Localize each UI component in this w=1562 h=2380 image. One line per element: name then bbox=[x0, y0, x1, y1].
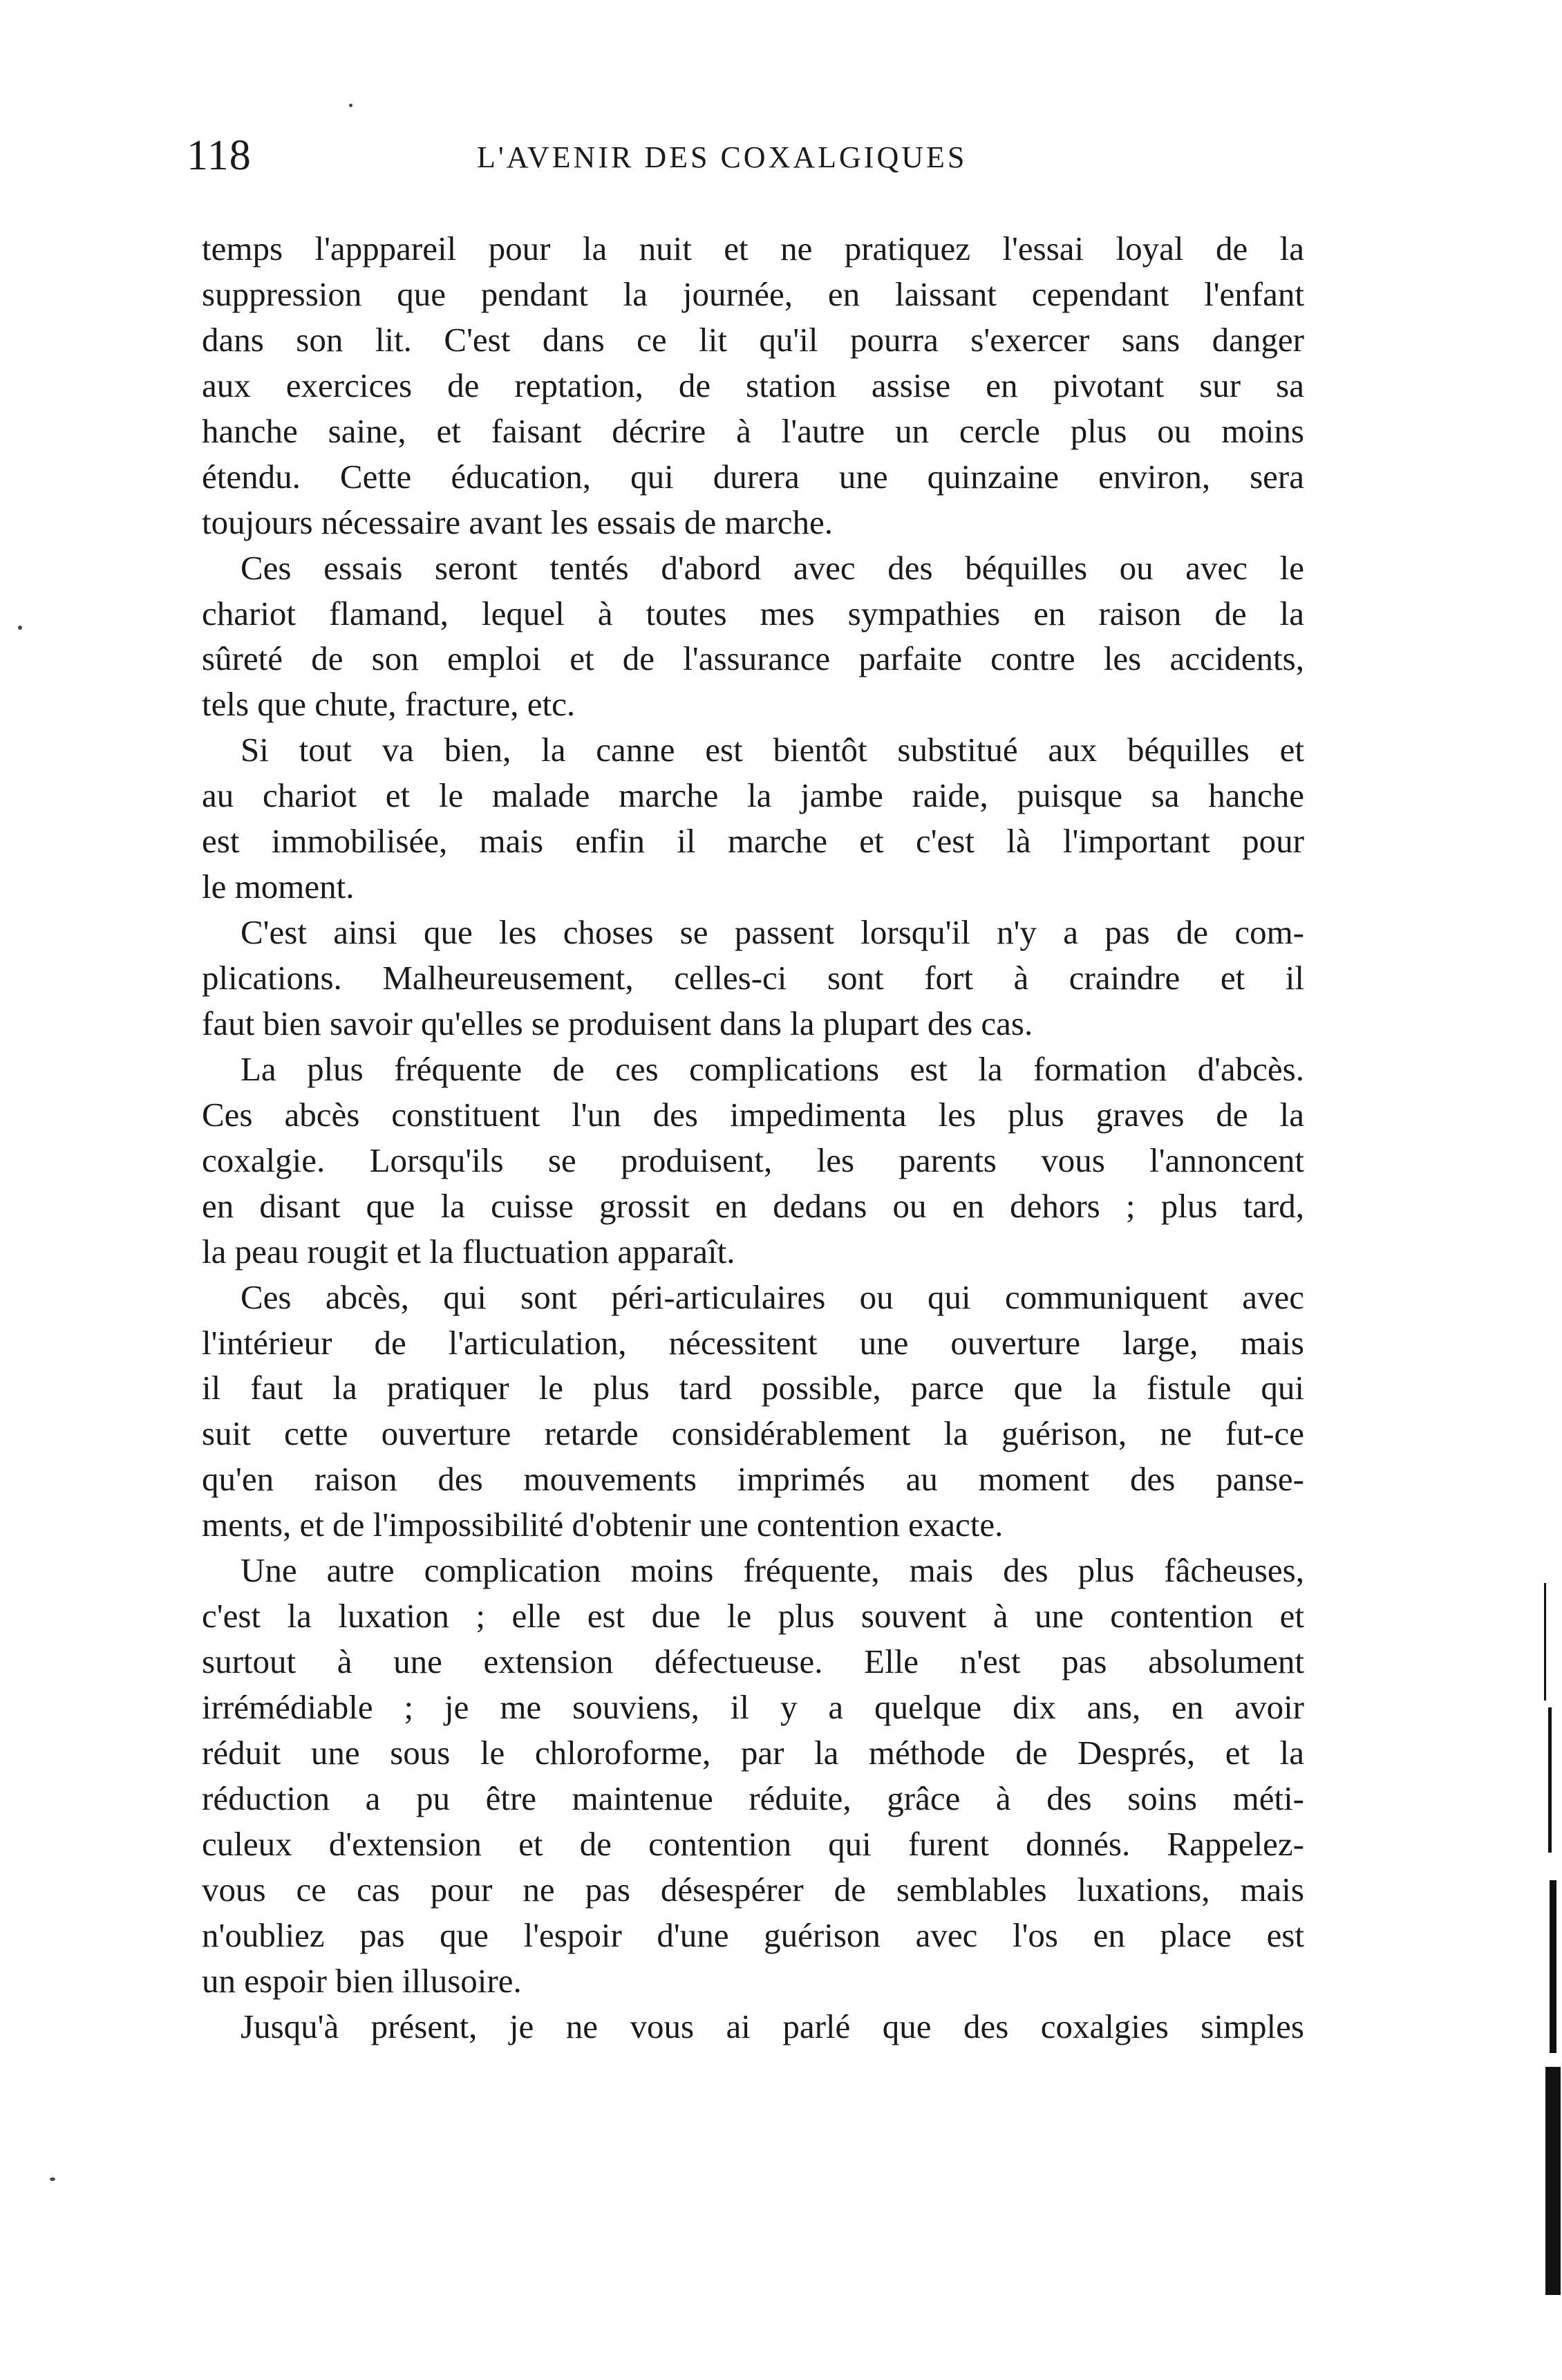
scan-speck bbox=[349, 104, 352, 107]
text-line: le moment. bbox=[202, 868, 355, 906]
text-line: Ces abcès constituent l'un des impedimenta les plus graves de la bbox=[202, 1095, 1304, 1134]
scan-speck bbox=[18, 626, 22, 630]
text-line: hanche saine, et faisant décrire à l'autre un cercle plus ou moins bbox=[202, 411, 1304, 450]
text-line: irrémédiable ; je me souviens, il y a quelque dix ans, en avoir bbox=[202, 1688, 1304, 1726]
scan-edge-mark bbox=[1550, 1880, 1556, 2053]
text-line: La plus fréquente de ces complications est la formation d'abcès. bbox=[241, 1049, 1304, 1088]
text-line: chariot flamand, lequel à toutes mes sympathies en raison de la bbox=[202, 594, 1304, 633]
text-line: suit cette ouverture retarde considérablement la guérison, ne fut-ce bbox=[202, 1414, 1304, 1453]
text-line: C'est ainsi que les choses se passent lorsqu'il n'y a pas de com- bbox=[241, 913, 1304, 952]
text-line: Une autre complication moins fréquente, mais des plus fâcheuses, bbox=[241, 1551, 1304, 1590]
text-line: réduction a pu être maintenue réduite, grâce à des soins méti- bbox=[202, 1779, 1304, 1817]
page-number: 118 bbox=[187, 132, 252, 179]
text-line: étendu. Cette éducation, qui durera une quinzaine environ, sera bbox=[202, 457, 1304, 496]
running-head: L'AVENIR DES COXALGIQUES bbox=[477, 140, 968, 174]
text-line: Ces essais seront tentés d'abord avec des béquilles ou avec le bbox=[241, 548, 1304, 587]
text-line: dans son lit. C'est dans ce lit qu'il pourra s'exercer sans danger bbox=[202, 320, 1304, 359]
text-line: Jusqu'à présent, je ne vous ai parlé que des coxalgies simples bbox=[241, 2007, 1304, 2045]
text-line: plications. Malheureusement, celles-ci sont fort à craindre et il bbox=[202, 959, 1304, 997]
text-line: en disant que la cuisse grossit en dedans ou en dehors ; plus tard, bbox=[202, 1186, 1304, 1225]
text-line: toujours nécessaire avant les essais de marche. bbox=[202, 503, 833, 541]
text-line: suppression que pendant la journée, en laissant cependant l'enfant bbox=[202, 274, 1304, 313]
text-line: sûreté de son emploi et de l'assurance parfaite contre les accidents, bbox=[202, 639, 1304, 678]
text-line: réduit une sous le chloroforme, par la méthode de Després, et la bbox=[202, 1733, 1304, 1772]
text-line: faut bien savoir qu'elles se produisent dans la plupart des cas. bbox=[202, 1004, 1033, 1042]
text-line: au chariot et le malade marche la jambe raide, puisque sa hanche bbox=[202, 776, 1304, 815]
text-line: tels que chute, fracture, etc. bbox=[202, 685, 576, 724]
text-line: est immobilisée, mais enfin il marche et c'est là l'important pour bbox=[202, 822, 1304, 861]
text-line: Ces abcès, qui sont péri-articulaires ou qui communiquent avec bbox=[241, 1277, 1304, 1316]
text-line: n'oubliez pas que l'espoir d'une guérison avec l'os en place est bbox=[202, 1915, 1304, 1954]
text-line: culeux d'extension et de contention qui furent donnés. Rappelez- bbox=[202, 1824, 1304, 1863]
text-line: temps l'apppareil pour la nuit et ne pratiquez l'essai loyal de la bbox=[202, 229, 1304, 268]
text-line: l'intérieur de l'articulation, nécessitent une ouverture large, mais bbox=[202, 1323, 1304, 1362]
text-line: coxalgie. Lorsqu'ils se produisent, les parents vous l'annoncent bbox=[202, 1141, 1304, 1179]
text-line: Si tout va bien, la canne est bientôt substitué aux béquilles et bbox=[241, 731, 1304, 769]
text-line: un espoir bien illusoire. bbox=[202, 1961, 522, 2000]
text-line: ments, et de l'impossibilité d'obtenir une contention exacte. bbox=[202, 1506, 1004, 1544]
text-line: surtout à une extension défectueuse. Elle n'est pas absolument bbox=[202, 1642, 1304, 1681]
text-line: vous ce cas pour ne pas désespérer de semblables luxations, mais bbox=[202, 1870, 1304, 1909]
scan-speck bbox=[50, 2177, 55, 2181]
text-line: qu'en raison des mouvements imprimés au moment des panse- bbox=[202, 1460, 1304, 1499]
body-text bbox=[202, 226, 1304, 2050]
text-line: c'est la luxation ; elle est due le plus souvent à une contention et bbox=[202, 1597, 1304, 1636]
text-line: il faut la pratiquer le plus tard possible, parce que la fistule qui bbox=[202, 1369, 1304, 1407]
scan-edge-mark bbox=[1544, 1583, 1546, 1700]
text-line: la peau rougit et la fluctuation apparaît. bbox=[202, 1232, 735, 1271]
scan-edge-mark bbox=[1548, 1707, 1552, 1853]
text-line: aux exercices de reptation, de station assise en pivotant sur sa bbox=[202, 366, 1304, 404]
page-header bbox=[187, 131, 1324, 180]
scan-edge-mark bbox=[1545, 2067, 1561, 2295]
